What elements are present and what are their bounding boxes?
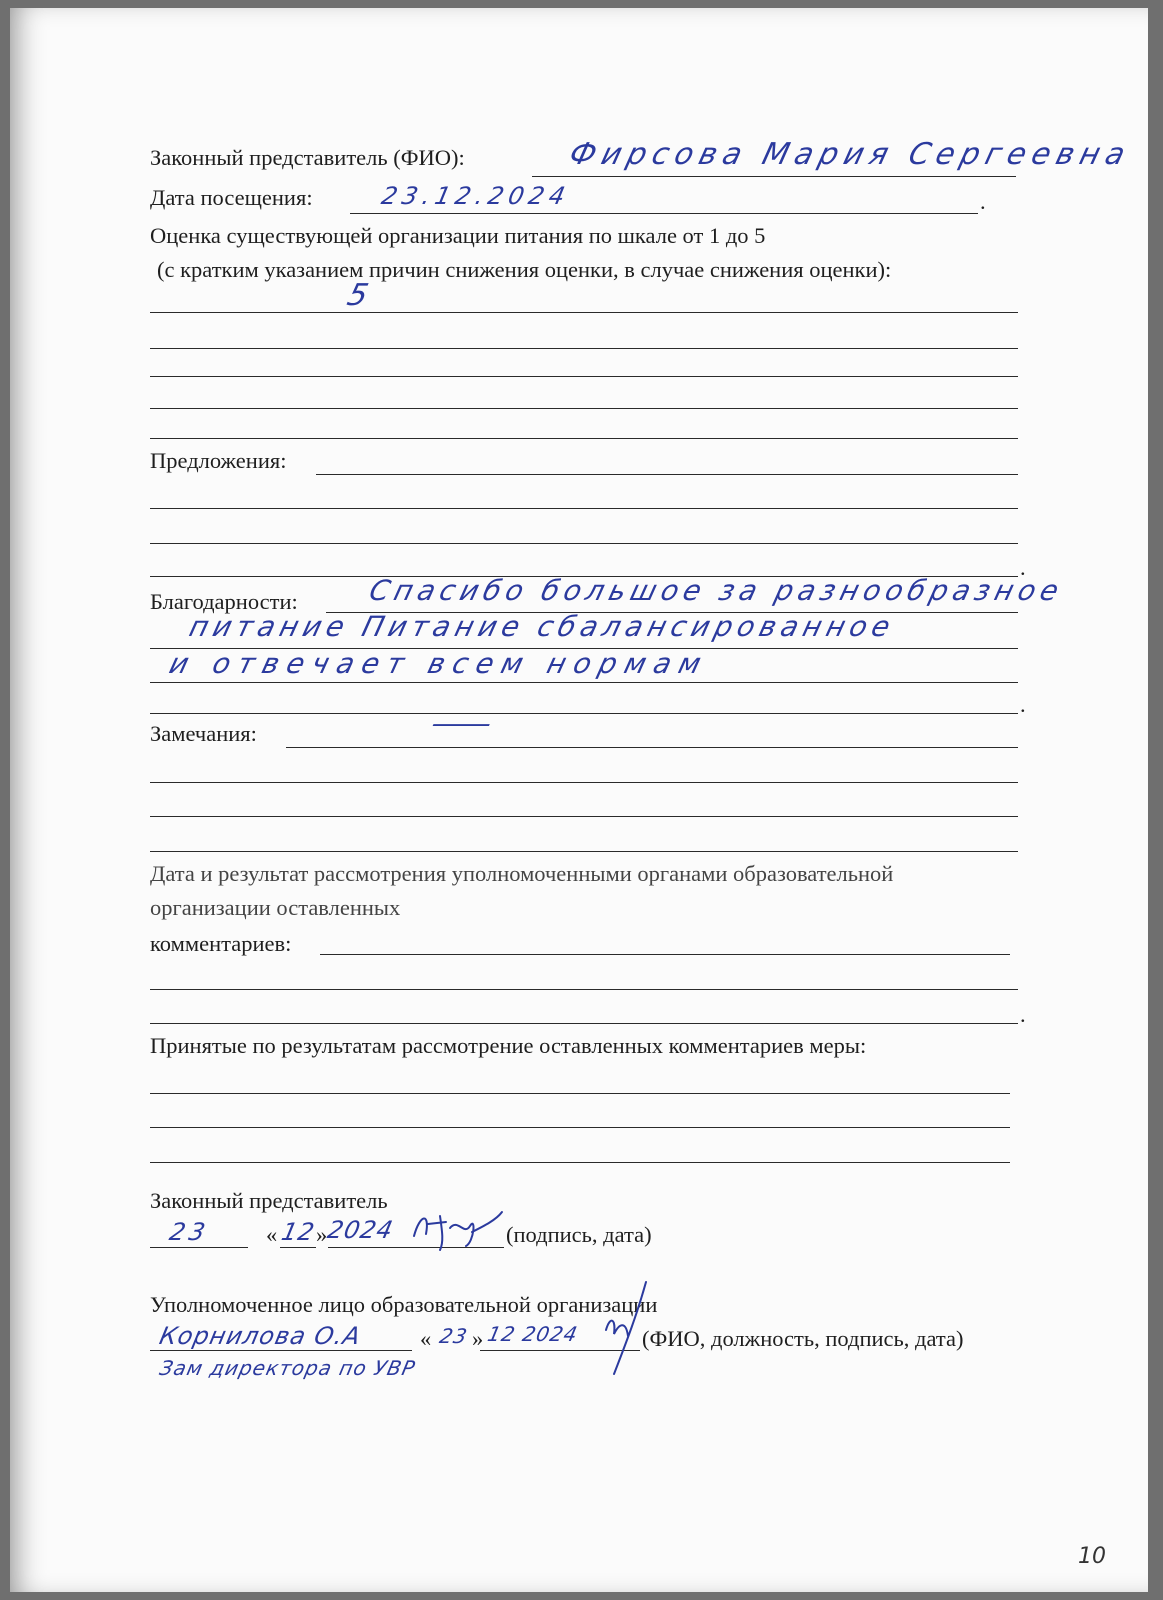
measures-line-2 (150, 1127, 1010, 1128)
sign1-year: 2024 (325, 1216, 397, 1244)
sign1-month-line (280, 1247, 316, 1248)
sign2-name: Корнилова О.А (157, 1322, 364, 1350)
remarks-value: — (430, 709, 495, 739)
remarks-line-2 (150, 782, 1018, 783)
sign2-caption: (ФИО, должность, подпись, дата) (642, 1326, 964, 1351)
review-label-2: организации оставленных (150, 895, 401, 920)
suggestions-label: Предложения: (150, 448, 287, 473)
measures-line-1 (150, 1093, 1010, 1094)
rating-line-4 (150, 408, 1018, 409)
remarks-line-4 (150, 851, 1018, 852)
visit-date-line (350, 213, 978, 214)
remarks-line-3 (150, 816, 1018, 817)
remarks-line-1 (286, 747, 1018, 748)
rating-label-1: Оценка существующей организации питания по шкале от 1 до 5 (150, 223, 766, 248)
form-page (10, 8, 1148, 1592)
sign2-label: Уполномоченное лицо образовательной организации (150, 1292, 658, 1317)
sign1-quote-open: « (266, 1222, 278, 1247)
representative-label: Законный представитель (ФИО): (150, 145, 465, 170)
review-label-3: комментариев: (150, 931, 292, 956)
review-period: . (1020, 1002, 1026, 1027)
measures-label: Принятые по результатам рассмотрение оставленных комментариев меры: (150, 1033, 867, 1058)
suggestions-period: . (1020, 555, 1026, 580)
rating-value: 5 (343, 278, 378, 313)
sign1-month: 12 (279, 1218, 318, 1246)
sign2-date: 12 2024 (485, 1322, 581, 1346)
representative-value: Фирсова Мария Сергеевна (565, 137, 1135, 172)
suggestions-line-2 (150, 508, 1018, 509)
suggestions-line-3 (150, 543, 1018, 544)
page-number: 10 (1078, 1544, 1106, 1569)
rating-line-2 (150, 348, 1018, 349)
visit-date-label: Дата посещения: (150, 185, 313, 210)
thanks-period: . (1020, 692, 1026, 717)
sign2-day: 23 (437, 1324, 471, 1348)
sign1-day: 23 (167, 1218, 212, 1246)
rating-line-5 (150, 438, 1018, 439)
review-line-1 (320, 954, 1010, 955)
thanks-line-3 (150, 682, 1018, 683)
rating-line-1 (150, 312, 1018, 313)
sign2-quote-close: » (472, 1326, 484, 1351)
sign1-day-line (150, 1247, 248, 1248)
representative-line (532, 176, 1016, 177)
thanks-line-4 (150, 713, 1018, 714)
visit-date-period: . (980, 189, 986, 214)
thanks-text-1: Спасибо большое за разнообразное (366, 574, 1067, 607)
suggestions-line-1 (316, 474, 1018, 475)
thanks-text-3: и отвечает всем нормам (166, 647, 713, 680)
sign1-label: Законный представитель (150, 1188, 388, 1213)
sign2-name-line (150, 1350, 412, 1351)
visit-date-value: 23.12.2024 (379, 182, 573, 210)
thanks-text-2: питание Питание сбалансированное (186, 610, 899, 643)
sign1-caption: (подпись, дата) (506, 1222, 652, 1247)
sign1-quote-close: » (316, 1222, 328, 1247)
rating-label-2: (с кратким указанием причин снижения оценки, в случае снижения оценки): (157, 257, 892, 282)
sign2-quote-open: « (420, 1326, 432, 1351)
review-label-1: Дата и результат рассмотрения уполномоченными органами образовательной (150, 861, 894, 886)
sign1-signature (406, 1206, 506, 1256)
scanned-sheet (10, 8, 1148, 1592)
thanks-label: Благодарности: (150, 589, 298, 614)
sign2-position: Зам директора по УВР (157, 1356, 418, 1380)
review-line-2 (150, 989, 1018, 990)
remarks-label: Замечания: (150, 721, 257, 746)
review-line-3 (150, 1023, 1018, 1024)
measures-line-3 (150, 1162, 1010, 1163)
rating-line-3 (150, 376, 1018, 377)
